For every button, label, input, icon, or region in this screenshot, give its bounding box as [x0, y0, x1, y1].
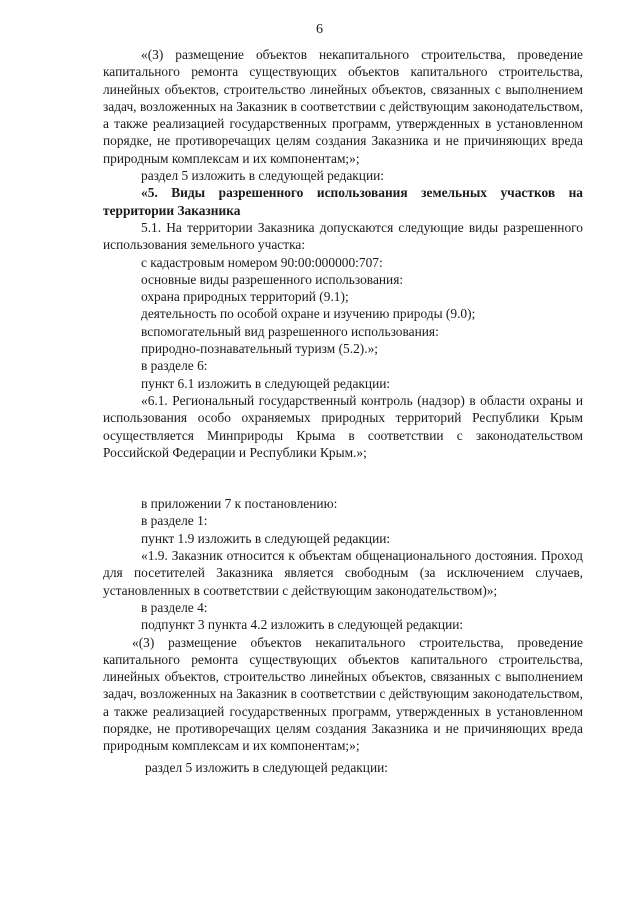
- paragraph-special-protection: деятельность по особой охране и изучению природы (9.0);: [141, 306, 476, 322]
- section-5-heading: «5. Виды разрешенного использования земельных участков на территории Заказника: [103, 185, 583, 218]
- spacer: [103, 461, 583, 478]
- paragraph-cadastral-number: с кадастровым номером 90:00:000000:707:: [141, 254, 383, 270]
- paragraph-section-6: в разделе 6:: [141, 358, 208, 374]
- paragraph-auxiliary-use: вспомогательный вид разрешенного использования:: [141, 323, 439, 339]
- paragraph-section-5-repeat: раздел 5 изложить в следующей редакции:: [145, 759, 389, 775]
- paragraph-section-4: в разделе 4:: [141, 599, 208, 615]
- paragraph-nature-protection: охрана природных территорий (9.1);: [141, 289, 349, 305]
- paragraph-5-1: 5.1. На территории Заказника допускаются следующие виды разрешенного использования земельного участка:: [103, 219, 583, 253]
- paragraph-clause-3-repeat: «(3) размещение объектов некапитального строительства, проведение капитального ремонта существующих объектов капитального строительства, линейных объектов, строительство линейных объектов, связанных с выполнением задач, возложенных на Заказник в соответствии с действующим законодательством, а также реализацией государственных программ, утвержденных в установленном порядке, не противоречащих целям создания Заказника и не причиняющих вреда природным комплексам и их компонентам;»;: [103, 634, 583, 754]
- paragraph-subitem-3-intro: подпункт 3 пункта 4.2 изложить в следующей редакции:: [141, 617, 464, 633]
- paragraph-clause-3: «(3) размещение объектов некапитального строительства, проведение капитального ремонта существующих объектов капитального строительства, линейных объектов, строительство линейных объектов, связанных с выполнением задач, возложенных на Заказник в соответствии с действующим законодательством, а также реализацией государственных программ, утвержденных в установленном порядке, не противоречащих целям создания Заказника и не причиняющих вреда природным комплексам и их компонентам;»;: [103, 47, 583, 166]
- paragraph-item-6-1-intro: пункт 6.1 изложить в следующей редакции:: [141, 375, 391, 391]
- document-body: [103, 46, 583, 776]
- spacer: [103, 478, 583, 495]
- paragraph-main-uses: основные виды разрешенного использования:: [141, 271, 404, 287]
- paragraph-appendix-7: в приложении 7 к постановлению:: [141, 496, 338, 512]
- page-number: 6: [316, 22, 323, 37]
- paragraph-1-9: «1.9. Заказник относится к объектам общенационального достояния. Проход для посетителей Заказника является свободным (за исключением случаев, установленных в соответствии с действующим законодательством)»;: [103, 548, 583, 598]
- paragraph-tourism: природно-познавательный туризм (5.2).»;: [141, 341, 379, 357]
- paragraph-section-5-intro: раздел 5 изложить в следующей редакции:: [141, 168, 385, 184]
- paragraph-6-1: «6.1. Региональный государственный контроль (надзор) в области охраны и использования особо охраняемых природных территорий Республики Крым осуществляется Минприроды Крыма в соответствии с законодательством Российской Федерации и Республики Крым.»;: [103, 392, 583, 460]
- paragraph-item-1-9-intro: пункт 1.9 изложить в следующей редакции:: [141, 530, 391, 546]
- paragraph-section-1: в разделе 1:: [141, 513, 208, 529]
